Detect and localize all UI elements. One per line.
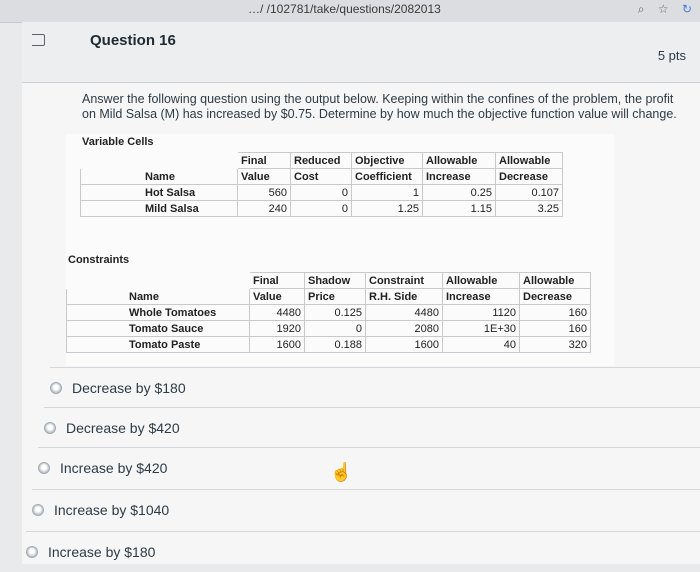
answer-label: Decrease by $420 xyxy=(66,420,180,436)
row-name-cell: Hot Salsa xyxy=(81,185,238,201)
table-row xyxy=(81,201,563,217)
table-cell: 240 xyxy=(238,201,291,217)
blank-cell xyxy=(67,273,250,289)
table-cell: 1600 xyxy=(366,337,443,353)
answer-label: Decrease by $180 xyxy=(72,380,186,396)
question-header xyxy=(22,22,700,83)
answer-option[interactable] xyxy=(44,407,700,448)
question-title: Question 16 xyxy=(90,32,176,49)
variable-cells-label: Variable Cells xyxy=(82,136,154,148)
sensitivity-report xyxy=(66,134,614,366)
flag-icon[interactable] xyxy=(32,34,45,46)
browser-url-bar xyxy=(0,0,700,23)
answer-label: Increase by $420 xyxy=(60,460,168,476)
table-cell: 4480 xyxy=(366,305,443,321)
blank-cell xyxy=(81,153,238,169)
table-header-cell: Cost xyxy=(291,169,352,185)
table-cell: 0 xyxy=(291,185,352,201)
table-header-cell: Final xyxy=(250,273,305,289)
table-cell: 0 xyxy=(305,321,366,337)
radio-button[interactable] xyxy=(50,382,62,394)
table-header-row xyxy=(67,289,591,305)
answer-option[interactable] xyxy=(26,531,700,572)
table-header-cell: Coefficient xyxy=(352,169,423,185)
table-header-row xyxy=(81,153,563,169)
table-header-cell: Reduced xyxy=(291,153,352,169)
table-header-cell: Increase xyxy=(423,169,496,185)
table-header-cell: R.H. Side xyxy=(366,289,443,305)
table-cell: 4480 xyxy=(250,305,305,321)
table-header-cell: Allowable xyxy=(496,153,563,169)
radio-button[interactable] xyxy=(38,462,50,474)
radio-button[interactable] xyxy=(26,546,38,558)
table-header-cell: Value xyxy=(250,289,305,305)
browser-icons xyxy=(628,2,692,17)
question-points: 5 pts xyxy=(657,48,686,63)
answer-label: Increase by $1040 xyxy=(54,502,170,518)
table-cell: 1120 xyxy=(443,305,520,321)
table-cell: 1920 xyxy=(250,321,305,337)
table-header-cell: Increase xyxy=(443,289,520,305)
table-header-cell: Decrease xyxy=(496,169,563,185)
table-cell: 0.25 xyxy=(423,185,496,201)
row-name-cell: Whole Tomatoes xyxy=(67,305,250,321)
hand-cursor-icon: ☝ xyxy=(330,462,353,482)
table-header-cell: Name xyxy=(81,169,238,185)
table-cell: 320 xyxy=(520,337,591,353)
table-cell: 3.25 xyxy=(496,201,563,217)
answer-option[interactable] xyxy=(32,489,700,530)
table-header-cell: Price xyxy=(305,289,366,305)
table-header-row xyxy=(67,273,591,289)
answer-option[interactable] xyxy=(50,367,700,408)
table-header-cell: Name xyxy=(67,289,250,305)
quiz-page xyxy=(22,22,700,564)
row-name-cell: Tomato Sauce xyxy=(67,321,250,337)
table-cell: 1600 xyxy=(250,337,305,353)
url-text[interactable]: …/ /102781/take/questions/2082013 xyxy=(248,2,441,16)
table-header-cell: Constraint xyxy=(366,273,443,289)
table-cell: 1E+30 xyxy=(443,321,520,337)
table-header-cell: Final xyxy=(238,153,291,169)
search-icon[interactable]: ⌕ xyxy=(637,2,645,16)
table-header-row xyxy=(81,169,563,185)
table-row xyxy=(67,305,591,321)
table-cell: 160 xyxy=(520,305,591,321)
row-name-cell: Mild Salsa xyxy=(81,201,238,217)
table-cell: 40 xyxy=(443,337,520,353)
radio-button[interactable] xyxy=(32,504,44,516)
star-icon[interactable]: ☆ xyxy=(657,2,669,16)
table-row xyxy=(81,185,563,201)
table-cell: 160 xyxy=(520,321,591,337)
table-header-cell: Shadow xyxy=(305,273,366,289)
radio-button[interactable] xyxy=(44,422,56,434)
table-row xyxy=(67,337,591,353)
answer-label: Increase by $180 xyxy=(48,544,156,560)
table-cell: 1.25 xyxy=(352,201,423,217)
table-cell: 0 xyxy=(291,201,352,217)
table-header-cell: Decrease xyxy=(520,289,591,305)
table-cell: 1 xyxy=(352,185,423,201)
table-cell: 0.107 xyxy=(496,185,563,201)
table-row xyxy=(67,321,591,337)
table-header-cell: Allowable xyxy=(423,153,496,169)
question-text: Answer the following question using the output below. Keeping within the confines of the problem, the profit on Mild Salsa (M) has increased by $0.75. Determine by how much the objective function value will change. xyxy=(82,92,677,121)
constraints-table xyxy=(66,272,591,353)
table-header-cell: Allowable xyxy=(443,273,520,289)
answer-option[interactable] xyxy=(38,447,700,488)
table-cell: 0.125 xyxy=(305,305,366,321)
table-cell: 0.188 xyxy=(305,337,366,353)
table-cell: 560 xyxy=(238,185,291,201)
extension-icon[interactable]: ↻ xyxy=(681,2,692,16)
table-header-cell: Allowable xyxy=(520,273,591,289)
table-cell: 1.15 xyxy=(423,201,496,217)
variable-cells-table xyxy=(80,152,563,217)
row-name-cell: Tomato Paste xyxy=(67,337,250,353)
table-cell: 2080 xyxy=(366,321,443,337)
table-header-cell: Value xyxy=(238,169,291,185)
constraints-label: Constraints xyxy=(68,254,130,266)
table-header-cell: Objective xyxy=(352,153,423,169)
